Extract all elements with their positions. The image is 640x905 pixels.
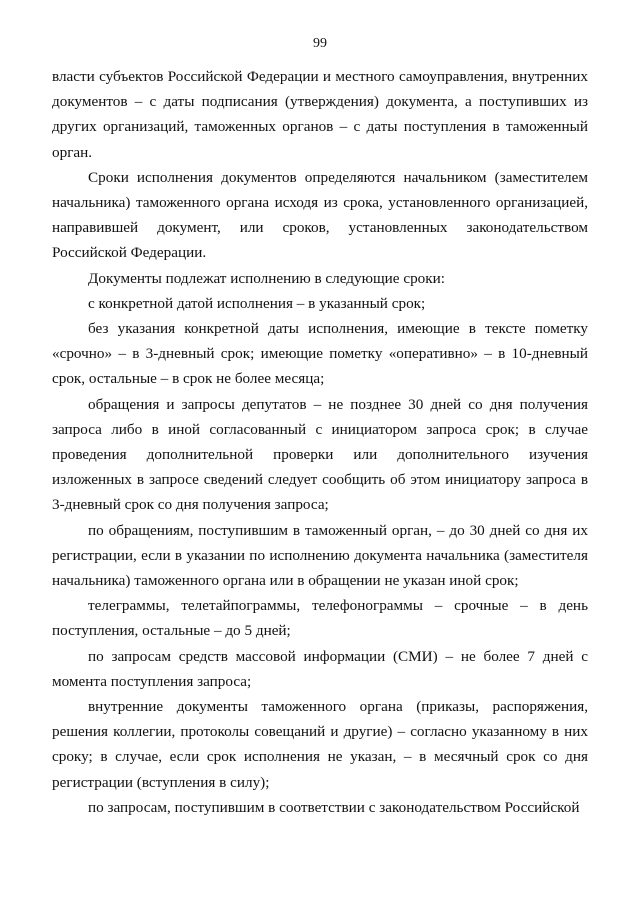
paragraph-continuation: власти субъектов Российской Федерации и местного самоуправления, внутренних документов – с даты подписания (утверждения) документа, а поступивших из других организаций, таможенных органов – с даты поступления в таможенный орган. <box>52 68 588 161</box>
paragraph-deadlines-definition: Сроки исполнения документов определяются начальником (заместителем начальника) таможенного органа исходя из срока, установленного организацией, направившей документ, или сроков, установленных законодательством Российской Федерации. <box>52 168 588 262</box>
paragraph-specific-date: с конкретной датой исполнения – в указанный срок; <box>88 294 426 312</box>
paragraph-deadlines-intro: Документы подлежат исполнению в следующие сроки: <box>88 269 445 287</box>
paragraph-telegrams: телеграммы, телетайпограммы, телефонограммы – срочные – в день поступления, остальные – до 5 дней; <box>52 597 588 640</box>
paragraph-deputy-requests: обращения и запросы депутатов – не позднее 30 дней со дня получения запроса либо в иной согласованный с инициатором запроса срок; в случае проведения дополнительной проверки или дополнительного изучения изложенных в запросе сведений следует сообщить об этом инициатору запроса в 3-дневный срок со дня получения запроса; <box>52 395 588 514</box>
paragraph-legislation-requests: по запросам, поступившим в соответствии с законодательством Российской <box>88 798 580 816</box>
paragraph-internal-documents: внутренние документы таможенного органа (приказы, распоряжения, решения коллегии, протоколы совещаний и другие) – согласно указанному в них сроку; в случае, если срок исполнения не указан, – в месячный срок со дня регистрации (вступления в силу); <box>52 698 588 791</box>
paragraph-media-requests: по запросам средств массовой информации (СМИ) – не более 7 дней с момента поступления запроса; <box>52 647 588 690</box>
page-number: 99 <box>313 36 327 51</box>
document-body <box>52 64 588 820</box>
paragraph-no-specific-date: без указания конкретной даты исполнения, имеющие в тексте пометку «срочно» – в 3-дневный срок; имеющие пометку «оперативно» – в 10-дневный срок, остальные – в срок не более месяца; <box>52 320 588 388</box>
paragraph-appeals: по обращениям, поступившим в таможенный орган, – до 30 дней со дня их регистрации, если в указании по исполнению документа начальника (заместителя начальника) таможенного органа или в обращении не указан иной срок; <box>52 521 588 590</box>
